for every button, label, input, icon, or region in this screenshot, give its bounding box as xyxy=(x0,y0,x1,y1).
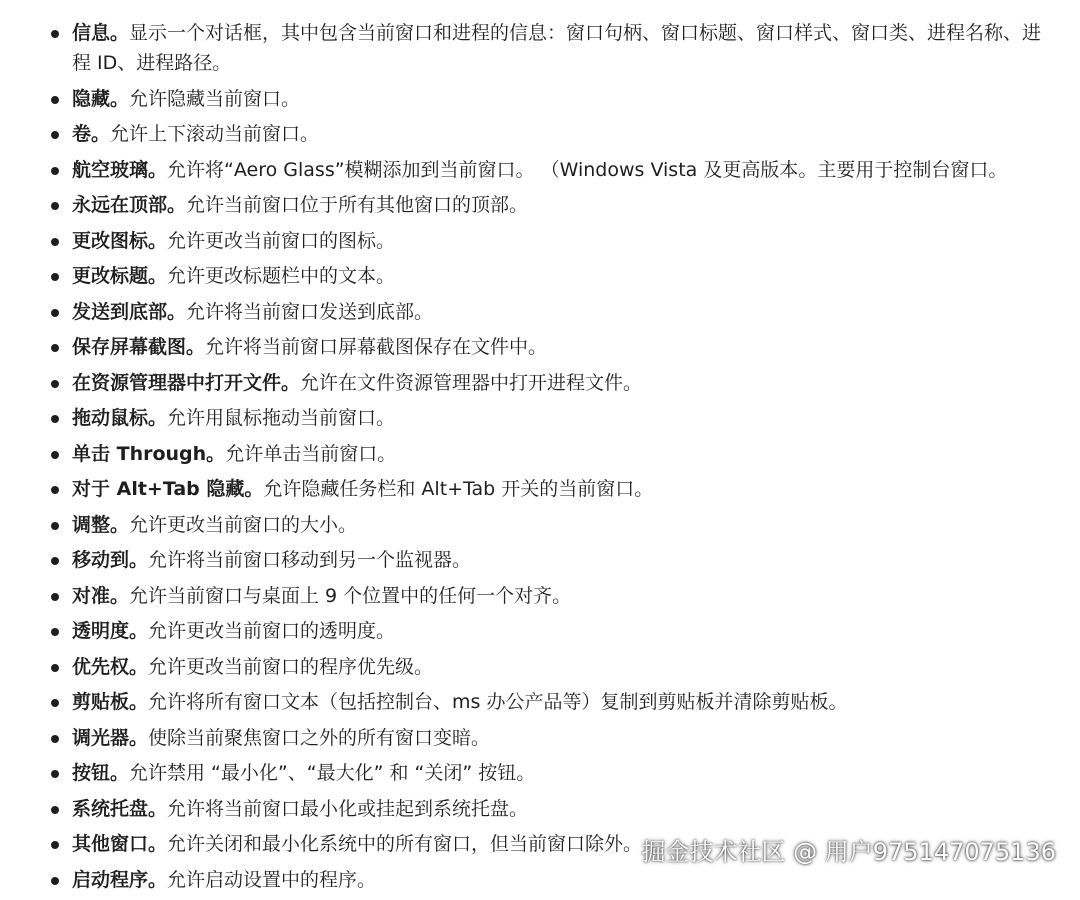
bullet-icon xyxy=(51,451,59,459)
item-term: 在资源管理器中打开文件。 xyxy=(72,371,301,394)
item-desc: 允许上下滚动当前窗口。 xyxy=(110,123,320,145)
item-desc: 显示一个对话框，其中包含当前窗口和进程的信息：窗口句柄、窗口标题、窗口样式、窗口类、进程名称、进程 ID、进程路径。 xyxy=(72,22,1042,74)
item-term: 拖动鼠标。 xyxy=(72,407,168,429)
bullet-icon xyxy=(51,841,59,849)
item-desc: 允许关闭和最小化系统中的所有窗口，但当前窗口除外。 xyxy=(167,833,643,855)
item-term: 卷。 xyxy=(72,123,111,145)
item-desc: 允许更改当前窗口的大小。 xyxy=(129,513,358,536)
list-item xyxy=(0,190,1080,220)
bullet-icon xyxy=(51,30,59,38)
item-term: 对于 Alt+Tab 隐藏。 xyxy=(72,478,264,500)
item-term: 剪贴板。 xyxy=(72,691,149,713)
list-item xyxy=(0,723,1080,753)
list-item xyxy=(0,652,1080,682)
bullet-icon xyxy=(51,770,59,778)
item-desc: 使除当前聚焦窗口之外的所有窗口变暗。 xyxy=(148,726,491,749)
list-item xyxy=(0,297,1080,327)
item-term: 调整。 xyxy=(72,513,130,536)
item-desc: 允许将当前窗口移动到另一个监视器。 xyxy=(148,549,472,571)
bullet-icon xyxy=(51,273,59,281)
item-term: 更改图标。 xyxy=(72,229,168,252)
list-item xyxy=(0,865,1080,895)
item-desc: 允许更改当前窗口的程序优先级。 xyxy=(148,655,434,678)
item-term: 对准。 xyxy=(72,584,130,607)
item-desc: 允许当前窗口位于所有其他窗口的顶部。 xyxy=(186,194,529,216)
item-desc: 允许将当前窗口屏幕截图保存在文件中。 xyxy=(205,336,548,358)
bullet-icon xyxy=(51,699,59,707)
list-item xyxy=(0,758,1080,788)
list-item xyxy=(0,687,1080,717)
bullet-icon xyxy=(51,415,59,423)
bullet-icon xyxy=(51,522,59,530)
list-item xyxy=(0,474,1080,504)
item-desc: 允许当前窗口与桌面上 9 个位置中的任何一个对齐。 xyxy=(129,584,572,607)
item-term: 单击 Through。 xyxy=(72,442,226,465)
list-item xyxy=(0,403,1080,433)
item-desc: 允许将“Aero Glass”模糊添加到当前窗口。 （Windows Vista 及更高版本。主要用于控制台窗口。 xyxy=(167,158,1008,181)
list-item xyxy=(0,794,1080,824)
item-desc: 允许将当前窗口发送到底部。 xyxy=(186,300,434,323)
list-item xyxy=(0,18,1080,78)
list-item xyxy=(0,439,1080,469)
bullet-icon xyxy=(51,806,59,814)
item-desc: 允许更改标题栏中的文本。 xyxy=(167,265,396,287)
item-desc: 允许将所有窗口文本（包括控制台、ms 办公产品等）复制到剪贴板并清除剪贴板。 xyxy=(148,691,848,713)
list-item xyxy=(0,545,1080,575)
bullet-icon xyxy=(51,131,59,139)
list-item xyxy=(0,332,1080,362)
bullet-icon xyxy=(51,557,59,565)
list-item xyxy=(0,155,1080,185)
bullet-icon xyxy=(51,628,59,636)
list-item xyxy=(0,510,1080,540)
bullet-icon xyxy=(51,309,59,317)
bullet-icon xyxy=(51,202,59,210)
item-desc: 允许在文件资源管理器中打开进程文件。 xyxy=(300,371,643,394)
bullet-icon xyxy=(51,167,59,175)
list-item xyxy=(0,119,1080,149)
list-item xyxy=(0,616,1080,646)
item-desc: 允许启动设置中的程序。 xyxy=(167,868,377,891)
watermark: 掘金技术社区 @ 用户975147075136 xyxy=(641,838,1056,866)
bullet-icon xyxy=(51,380,59,388)
bullet-icon xyxy=(51,96,59,104)
item-term: 优先权。 xyxy=(72,655,149,678)
list-item xyxy=(0,261,1080,291)
bullet-icon xyxy=(51,664,59,672)
item-desc: 允许用鼠标拖动当前窗口。 xyxy=(167,407,396,429)
item-desc: 允许将当前窗口最小化或挂起到系统托盘。 xyxy=(167,797,529,820)
item-desc: 允许更改当前窗口的透明度。 xyxy=(148,620,396,642)
item-desc: 允许禁用 “最小化”、“最大化” 和 “关闭” 按钮。 xyxy=(129,762,536,784)
item-term: 航空玻璃。 xyxy=(72,158,168,181)
item-term: 永远在顶部。 xyxy=(72,194,187,216)
item-term: 其他窗口。 xyxy=(72,833,168,855)
item-term: 发送到底部。 xyxy=(72,300,187,323)
item-desc: 允许单击当前窗口。 xyxy=(225,442,397,465)
list-item xyxy=(0,84,1080,114)
bullet-icon xyxy=(51,486,59,494)
list-item xyxy=(0,368,1080,398)
feature-list xyxy=(0,18,1080,900)
item-term: 透明度。 xyxy=(72,620,149,642)
list-item xyxy=(0,226,1080,256)
item-term: 更改标题。 xyxy=(72,265,168,287)
item-desc: 允许隐藏任务栏和 Alt+Tab 开关的当前窗口。 xyxy=(263,478,654,500)
item-term: 调光器。 xyxy=(72,726,149,749)
bullet-icon xyxy=(51,877,59,885)
item-term: 保存屏幕截图。 xyxy=(72,336,206,358)
item-term: 信息。 xyxy=(72,22,130,44)
bullet-icon xyxy=(51,593,59,601)
item-term: 移动到。 xyxy=(72,549,149,571)
bullet-icon xyxy=(51,735,59,743)
bullet-icon xyxy=(51,344,59,352)
item-term: 按钮。 xyxy=(72,762,130,784)
list-item xyxy=(0,581,1080,611)
item-term: 启动程序。 xyxy=(72,868,168,891)
item-desc: 允许更改当前窗口的图标。 xyxy=(167,229,396,252)
item-desc: 允许隐藏当前窗口。 xyxy=(129,87,301,110)
bullet-icon xyxy=(51,238,59,246)
item-term: 系统托盘。 xyxy=(72,797,168,820)
item-term: 隐藏。 xyxy=(72,87,130,110)
